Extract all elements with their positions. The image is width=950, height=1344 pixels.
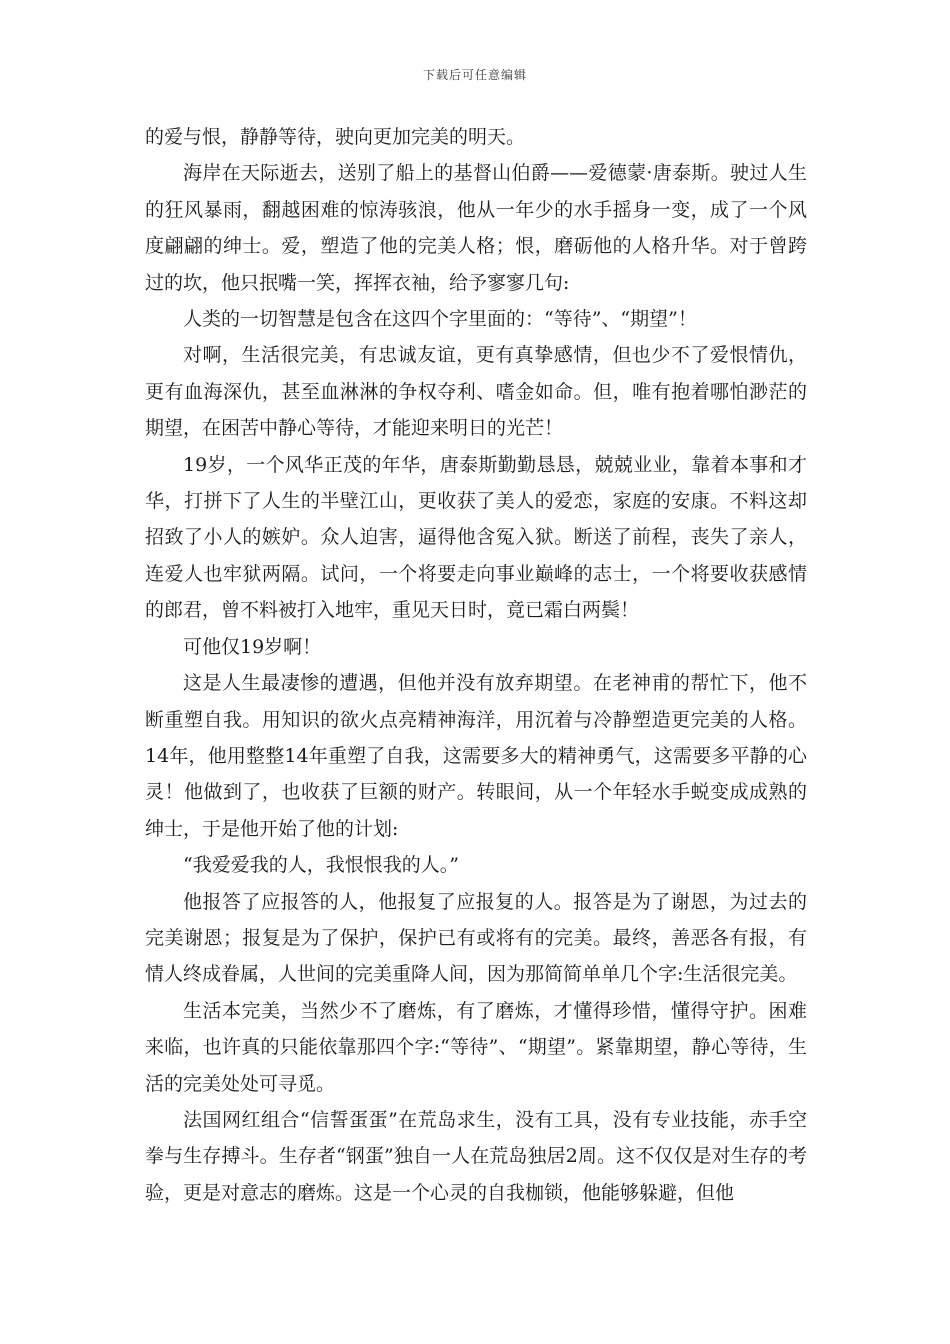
- paragraph-2: 海岸在天际逝去，送别了船上的基督山伯爵——爱德蒙·唐泰斯。驶过人生的狂风暴雨，翻越困难的惊涛骇浪，他从一年少的水手摇身一变，成了一个风度翩翩的绅士。爱，塑造了他的完美人格；恨，磨砺他的人格升华。对于曾跨过的坎，他只抿嘴一笑，挥挥衣袖，给予寥寥几句:: [145, 162, 807, 294]
- document-body: [145, 119, 807, 1211]
- paragraph-10: 生活本完美，当然少不了磨炼，有了磨炼，才懂得珍惜，懂得守护。困难来临，也许真的只能依靠那四个字:“等待”、“期望”。紧靠期望，静心等待，生活的完美处处可寻觅。: [145, 999, 807, 1095]
- paragraph-11: 法国网红组合“信誓蛋蛋”在荒岛求生，没有工具，没有专业技能，赤手空拳与生存搏斗。生存者“钢蛋”独自一人在荒岛独居2周。这不仅仅是对生存的考验，更是对意志的磨炼。这是一个心灵的自我枷锁，他能够躲避，但他: [145, 1108, 807, 1204]
- paragraph-5: 19岁，一个风华正茂的年华，唐泰斯勤勤恳恳，兢兢业业，靠着本事和才华，打拼下了人生的半壁江山，更收获了美人的爱恋，家庭的安康。不料这却招致了小人的嫉妒。众人迫害，逼得他含冤入狱。断送了前程，丧失了亲人，连爱人也牢狱两隔。试问，一个将要走向事业巅峰的志士，一个将要收获感情的郎君，曾不料被打入地牢，重见天日时，竟已霜白两鬓！: [145, 453, 807, 622]
- paragraph-9: 他报答了应报答的人，他报复了应报复的人。报答是为了谢恩，为过去的完美谢恩；报复是为了保护，保护已有或将有的完美。最终，善恶各有报，有情人终成眷属，人世间的完美重降人间，因为那简简单单几个字:生活很完美。: [145, 890, 807, 986]
- page-header: 下载后可任意编辑: [422, 68, 527, 82]
- paragraph-1: 的爱与恨，静静等待，驶向更加完美的明天。: [145, 126, 526, 148]
- paragraph-7: 这是人生最凄惨的遭遇，但他并没有放弃期望。在老神甫的帮忙下，他不断重塑自我。用知识的欲火点亮精神海洋，用沉着与冷静塑造更完美的人格。14年，他用整整14年重塑了自我，这需要多大的精神勇气，这需要多平静的心灵！他做到了，也收获了巨额的财产。转眼间，从一个年轻水手蜕变成成熟的绅士，于是他开始了他的计划:: [145, 672, 807, 840]
- paragraph-8: “我爱爱我的人，我恨恨我的人。”: [183, 854, 459, 877]
- paragraph-3: 人类的一切智慧是包含在这四个字里面的：“等待”、“期望”！: [183, 308, 697, 331]
- paragraph-4: 对啊，生活很完美，有忠诚友谊，更有真挚感情，但也少不了爱恨情仇，更有血海深仇，甚至血淋淋的争权夺利、嗜金如命。但，唯有抱着哪怕渺茫的期望，在困苦中静心等待，才能迎来明日的光芒！: [145, 344, 807, 440]
- paragraph-6: 可他仅19岁啊！: [183, 635, 322, 658]
